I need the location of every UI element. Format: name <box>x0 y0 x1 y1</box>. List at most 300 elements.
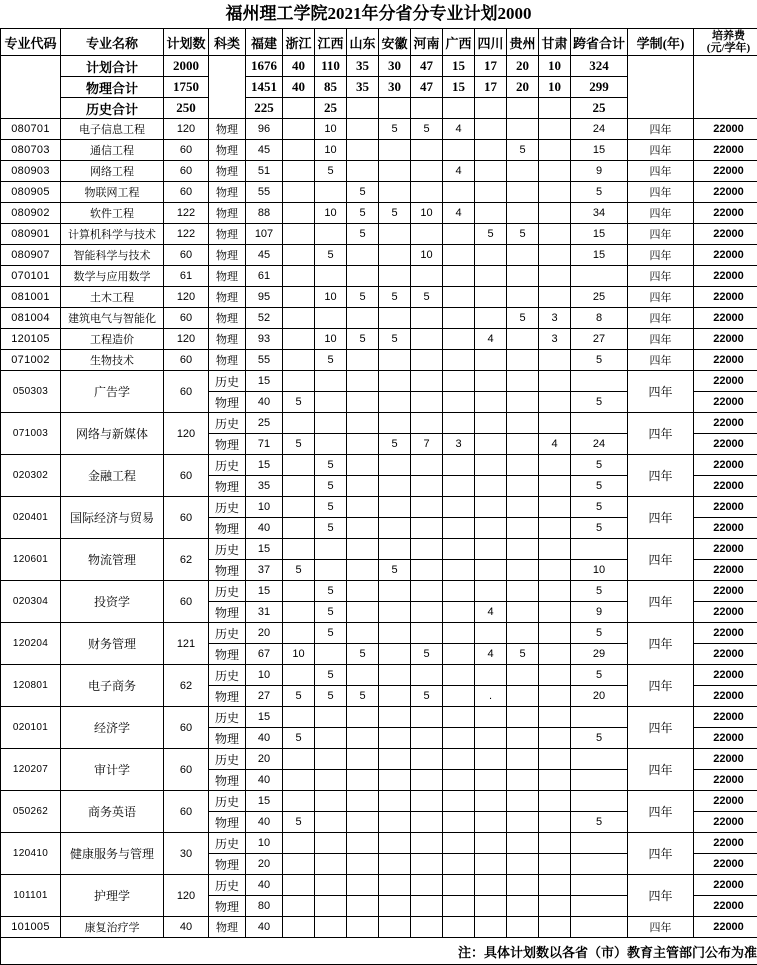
major-code: 050303 <box>1 371 61 413</box>
province-quota-8 <box>507 476 539 497</box>
province-quota-3 <box>347 350 379 371</box>
province-quota-8 <box>507 602 539 623</box>
province-quota-7: 4 <box>475 602 507 623</box>
plan-count: 60 <box>164 371 209 413</box>
province-quota-0: 31 <box>246 602 283 623</box>
summary-fee-blank <box>694 56 757 119</box>
summary-province-2: 110 <box>315 56 347 77</box>
subject-category: 物理 <box>209 560 246 581</box>
province-quota-1: 5 <box>283 728 315 749</box>
province-quota-2: 10 <box>315 119 347 140</box>
study-duration: 四年 <box>628 161 694 182</box>
tuition-fee: 22000 <box>694 497 757 518</box>
province-quota-5 <box>411 812 443 833</box>
province-quota-2: 5 <box>315 623 347 644</box>
province-quota-7: 4 <box>475 644 507 665</box>
province-quota-2: 5 <box>315 350 347 371</box>
study-duration: 四年 <box>628 917 694 938</box>
province-quota-3 <box>347 119 379 140</box>
province-quota-4 <box>379 224 411 245</box>
summary-province-4: 30 <box>379 56 411 77</box>
subject-category: 物理 <box>209 245 246 266</box>
province-quota-9 <box>539 854 571 875</box>
province-quota-1 <box>283 245 315 266</box>
table-row <box>1 308 757 329</box>
major-code: 120105 <box>1 329 61 350</box>
cross-province-total <box>571 854 628 875</box>
province-quota-7 <box>475 182 507 203</box>
province-quota-8 <box>507 119 539 140</box>
cross-province-total <box>571 413 628 434</box>
province-quota-8 <box>507 623 539 644</box>
tuition-fee: 22000 <box>694 770 757 791</box>
province-quota-2: 5 <box>315 161 347 182</box>
province-quota-4 <box>379 308 411 329</box>
study-duration: 四年 <box>628 266 694 287</box>
province-quota-0: 45 <box>246 140 283 161</box>
table-row <box>1 791 757 812</box>
summary-province-5 <box>411 98 443 119</box>
major-name: 投资学 <box>61 581 164 623</box>
province-quota-7 <box>475 917 507 938</box>
province-quota-9 <box>539 665 571 686</box>
summary-row <box>1 56 757 77</box>
province-quota-5 <box>411 581 443 602</box>
province-quota-8 <box>507 518 539 539</box>
major-name: 商务英语 <box>61 791 164 833</box>
table-row <box>1 140 757 161</box>
table-row <box>1 581 757 602</box>
province-quota-7 <box>475 371 507 392</box>
province-quota-0: 45 <box>246 245 283 266</box>
province-quota-4 <box>379 686 411 707</box>
tuition-fee: 22000 <box>694 434 757 455</box>
subject-category: 物理 <box>209 854 246 875</box>
province-quota-7 <box>475 518 507 539</box>
province-quota-7 <box>475 875 507 896</box>
summary-province-0: 1451 <box>246 77 283 98</box>
tuition-fee: 22000 <box>694 350 757 371</box>
plan-count: 120 <box>164 119 209 140</box>
cross-province-total: 20 <box>571 686 628 707</box>
major-code: 080703 <box>1 140 61 161</box>
province-quota-3 <box>347 833 379 854</box>
page-title: 福州理工学院2021年分省分专业计划2000 <box>0 0 757 28</box>
province-quota-4 <box>379 182 411 203</box>
province-quota-8 <box>507 203 539 224</box>
province-quota-8 <box>507 896 539 917</box>
col-head-province-5: 河南 <box>411 29 443 56</box>
province-quota-0: 15 <box>246 371 283 392</box>
summary-province-7: 17 <box>475 56 507 77</box>
cross-province-total <box>571 917 628 938</box>
province-quota-2 <box>315 791 347 812</box>
study-duration: 四年 <box>628 140 694 161</box>
province-quota-6 <box>443 560 475 581</box>
province-quota-6 <box>443 329 475 350</box>
summary-province-8: 20 <box>507 77 539 98</box>
subject-category: 物理 <box>209 266 246 287</box>
province-quota-4 <box>379 812 411 833</box>
province-quota-8 <box>507 728 539 749</box>
province-quota-0: 88 <box>246 203 283 224</box>
province-quota-7 <box>475 707 507 728</box>
province-quota-3: 5 <box>347 224 379 245</box>
plan-count: 62 <box>164 665 209 707</box>
province-quota-6 <box>443 308 475 329</box>
subject-category: 历史 <box>209 707 246 728</box>
province-quota-0: 93 <box>246 329 283 350</box>
tuition-fee: 22000 <box>694 182 757 203</box>
plan-count: 62 <box>164 539 209 581</box>
cross-province-total <box>571 791 628 812</box>
province-quota-5 <box>411 182 443 203</box>
province-quota-2 <box>315 266 347 287</box>
cross-province-total: 15 <box>571 140 628 161</box>
province-quota-1 <box>283 371 315 392</box>
province-quota-8 <box>507 833 539 854</box>
province-quota-5 <box>411 896 443 917</box>
summary-plan: 1750 <box>164 77 209 98</box>
province-quota-0: 107 <box>246 224 283 245</box>
province-quota-8 <box>507 497 539 518</box>
province-quota-5 <box>411 539 443 560</box>
province-quota-6: 3 <box>443 434 475 455</box>
province-quota-3 <box>347 665 379 686</box>
tuition-fee: 22000 <box>694 308 757 329</box>
summary-province-0: 1676 <box>246 56 283 77</box>
study-duration: 四年 <box>628 182 694 203</box>
plan-count: 60 <box>164 791 209 833</box>
subject-category: 历史 <box>209 413 246 434</box>
province-quota-7 <box>475 287 507 308</box>
study-duration: 四年 <box>628 455 694 497</box>
header-row <box>1 29 757 56</box>
province-quota-0: 10 <box>246 665 283 686</box>
province-quota-2: 5 <box>315 455 347 476</box>
major-name: 电子商务 <box>61 665 164 707</box>
tuition-fee: 22000 <box>694 749 757 770</box>
province-quota-7 <box>475 812 507 833</box>
subject-category: 物理 <box>209 203 246 224</box>
province-quota-9 <box>539 245 571 266</box>
major-code: 080905 <box>1 182 61 203</box>
summary-province-7 <box>475 98 507 119</box>
summary-province-6: 15 <box>443 77 475 98</box>
tuition-fee: 22000 <box>694 413 757 434</box>
summary-province-5: 47 <box>411 56 443 77</box>
province-quota-7 <box>475 623 507 644</box>
province-quota-7 <box>475 854 507 875</box>
province-quota-3: 5 <box>347 644 379 665</box>
province-quota-4 <box>379 854 411 875</box>
col-head-code: 专业代码 <box>1 29 61 56</box>
table-row <box>1 350 757 371</box>
major-name: 财务管理 <box>61 623 164 665</box>
province-quota-9 <box>539 875 571 896</box>
province-quota-5 <box>411 833 443 854</box>
major-name: 软件工程 <box>61 203 164 224</box>
tuition-fee: 22000 <box>694 476 757 497</box>
subject-category: 物理 <box>209 392 246 413</box>
tuition-fee: 22000 <box>694 539 757 560</box>
study-duration: 四年 <box>628 623 694 665</box>
col-head-province-2: 江西 <box>315 29 347 56</box>
cross-province-total <box>571 770 628 791</box>
province-quota-1: 5 <box>283 434 315 455</box>
province-quota-3 <box>347 749 379 770</box>
province-quota-2 <box>315 728 347 749</box>
province-quota-3 <box>347 413 379 434</box>
province-quota-9: 3 <box>539 308 571 329</box>
province-quota-9 <box>539 917 571 938</box>
province-quota-2: 5 <box>315 602 347 623</box>
province-quota-5 <box>411 455 443 476</box>
province-quota-1 <box>283 770 315 791</box>
tuition-fee: 22000 <box>694 224 757 245</box>
cross-province-total: 29 <box>571 644 628 665</box>
major-code: 080903 <box>1 161 61 182</box>
study-duration: 四年 <box>628 245 694 266</box>
subject-category: 物理 <box>209 224 246 245</box>
province-quota-2: 10 <box>315 329 347 350</box>
major-name: 金融工程 <box>61 455 164 497</box>
study-duration: 四年 <box>628 350 694 371</box>
subject-category: 物理 <box>209 518 246 539</box>
province-quota-6 <box>443 623 475 644</box>
province-quota-4 <box>379 350 411 371</box>
province-quota-1 <box>283 308 315 329</box>
province-quota-3 <box>347 854 379 875</box>
province-quota-4: 5 <box>379 434 411 455</box>
tuition-fee: 22000 <box>694 917 757 938</box>
subject-category: 物理 <box>209 119 246 140</box>
province-quota-4 <box>379 728 411 749</box>
province-quota-3: 5 <box>347 287 379 308</box>
summary-cross-total: 25 <box>571 98 628 119</box>
province-quota-2 <box>315 896 347 917</box>
province-quota-2 <box>315 224 347 245</box>
province-quota-7 <box>475 413 507 434</box>
subject-category: 历史 <box>209 749 246 770</box>
plan-count: 60 <box>164 749 209 791</box>
tuition-fee: 22000 <box>694 896 757 917</box>
province-quota-8 <box>507 413 539 434</box>
province-quota-6 <box>443 392 475 413</box>
province-quota-8 <box>507 329 539 350</box>
province-quota-9 <box>539 119 571 140</box>
province-quota-8: 5 <box>507 224 539 245</box>
subject-category: 物理 <box>209 287 246 308</box>
province-quota-5: 10 <box>411 245 443 266</box>
summary-province-1: 40 <box>283 56 315 77</box>
province-quota-1 <box>283 665 315 686</box>
province-quota-9 <box>539 518 571 539</box>
province-quota-5: 5 <box>411 686 443 707</box>
province-quota-9: 4 <box>539 434 571 455</box>
province-quota-1: 5 <box>283 392 315 413</box>
province-quota-6 <box>443 896 475 917</box>
province-quota-1 <box>283 161 315 182</box>
subject-category: 物理 <box>209 182 246 203</box>
province-quota-6 <box>443 644 475 665</box>
province-quota-1 <box>283 539 315 560</box>
subject-category: 物理 <box>209 644 246 665</box>
table-row <box>1 875 757 896</box>
province-quota-3 <box>347 728 379 749</box>
province-quota-2 <box>315 434 347 455</box>
province-quota-1 <box>283 287 315 308</box>
province-quota-6 <box>443 602 475 623</box>
col-head-province-9: 甘肃 <box>539 29 571 56</box>
plan-count: 122 <box>164 224 209 245</box>
col-head-province-7: 四川 <box>475 29 507 56</box>
cross-province-total <box>571 707 628 728</box>
province-quota-8 <box>507 371 539 392</box>
table-row <box>1 833 757 854</box>
province-quota-5 <box>411 560 443 581</box>
province-quota-2 <box>315 308 347 329</box>
table-header <box>1 29 757 56</box>
province-quota-7 <box>475 140 507 161</box>
footnote-row <box>1 938 757 965</box>
summary-province-3: 35 <box>347 56 379 77</box>
province-quota-1 <box>283 497 315 518</box>
tuition-fee: 22000 <box>694 875 757 896</box>
tuition-fee: 22000 <box>694 119 757 140</box>
province-quota-6 <box>443 518 475 539</box>
province-quota-7 <box>475 350 507 371</box>
major-name: 智能科学与技术 <box>61 245 164 266</box>
table-row <box>1 161 757 182</box>
summary-province-8: 20 <box>507 56 539 77</box>
province-quota-0: 95 <box>246 287 283 308</box>
province-quota-1 <box>283 749 315 770</box>
province-quota-1 <box>283 413 315 434</box>
summary-province-9: 10 <box>539 56 571 77</box>
province-quota-5: 5 <box>411 287 443 308</box>
province-quota-7: . <box>475 686 507 707</box>
province-quota-7 <box>475 203 507 224</box>
fee-head-line2: (元/学年) <box>707 42 750 54</box>
province-quota-0: 67 <box>246 644 283 665</box>
summary-province-6 <box>443 98 475 119</box>
province-quota-5 <box>411 392 443 413</box>
tuition-fee: 22000 <box>694 707 757 728</box>
province-quota-8 <box>507 749 539 770</box>
province-quota-2 <box>315 770 347 791</box>
province-quota-9 <box>539 581 571 602</box>
subject-category: 历史 <box>209 497 246 518</box>
tuition-fee: 22000 <box>694 686 757 707</box>
major-code: 101005 <box>1 917 61 938</box>
province-quota-1: 5 <box>283 686 315 707</box>
province-quota-6 <box>443 245 475 266</box>
province-quota-7 <box>475 392 507 413</box>
province-quota-1: 5 <box>283 560 315 581</box>
province-quota-0: 15 <box>246 539 283 560</box>
summary-plan: 250 <box>164 98 209 119</box>
subject-category: 历史 <box>209 581 246 602</box>
tuition-fee: 22000 <box>694 245 757 266</box>
province-quota-0: 55 <box>246 350 283 371</box>
subject-category: 物理 <box>209 434 246 455</box>
subject-category: 历史 <box>209 875 246 896</box>
province-quota-8: 5 <box>507 308 539 329</box>
province-quota-7 <box>475 896 507 917</box>
col-head-plan: 计划数 <box>164 29 209 56</box>
major-name: 网络工程 <box>61 161 164 182</box>
province-quota-0: 35 <box>246 476 283 497</box>
province-quota-2 <box>315 833 347 854</box>
plan-count: 60 <box>164 161 209 182</box>
province-quota-2 <box>315 539 347 560</box>
province-quota-9 <box>539 749 571 770</box>
province-quota-7 <box>475 791 507 812</box>
major-code: 080701 <box>1 119 61 140</box>
province-quota-1: 10 <box>283 644 315 665</box>
province-quota-1 <box>283 791 315 812</box>
plan-count: 60 <box>164 350 209 371</box>
tuition-fee: 22000 <box>694 140 757 161</box>
subject-category: 物理 <box>209 728 246 749</box>
province-quota-4 <box>379 644 411 665</box>
tuition-fee: 22000 <box>694 833 757 854</box>
province-quota-5 <box>411 791 443 812</box>
province-quota-5 <box>411 266 443 287</box>
province-quota-9 <box>539 476 571 497</box>
province-quota-4 <box>379 371 411 392</box>
province-quota-0: 15 <box>246 455 283 476</box>
col-head-province-3: 山东 <box>347 29 379 56</box>
cross-province-total: 9 <box>571 161 628 182</box>
subject-category: 物理 <box>209 896 246 917</box>
province-quota-6 <box>443 917 475 938</box>
province-quota-6 <box>443 770 475 791</box>
cross-province-total: 9 <box>571 602 628 623</box>
province-quota-9 <box>539 770 571 791</box>
major-code: 080907 <box>1 245 61 266</box>
province-quota-7: 5 <box>475 224 507 245</box>
province-quota-1 <box>283 350 315 371</box>
table-row <box>1 287 757 308</box>
province-quota-9 <box>539 686 571 707</box>
table-row <box>1 224 757 245</box>
province-quota-0: 20 <box>246 749 283 770</box>
province-quota-1 <box>283 896 315 917</box>
major-code: 071002 <box>1 350 61 371</box>
province-quota-9 <box>539 203 571 224</box>
province-quota-3: 5 <box>347 686 379 707</box>
summary-plan: 2000 <box>164 56 209 77</box>
table-row <box>1 665 757 686</box>
plan-count: 40 <box>164 917 209 938</box>
province-quota-7 <box>475 455 507 476</box>
tuition-fee: 22000 <box>694 266 757 287</box>
province-quota-6 <box>443 266 475 287</box>
cross-province-total: 24 <box>571 119 628 140</box>
province-quota-3 <box>347 602 379 623</box>
cross-province-total: 5 <box>571 455 628 476</box>
province-quota-2 <box>315 371 347 392</box>
plan-count: 120 <box>164 875 209 917</box>
province-quota-2 <box>315 749 347 770</box>
province-quota-6 <box>443 707 475 728</box>
province-quota-7 <box>475 161 507 182</box>
cross-province-total <box>571 266 628 287</box>
cross-province-total: 5 <box>571 728 628 749</box>
plan-count: 60 <box>164 497 209 539</box>
